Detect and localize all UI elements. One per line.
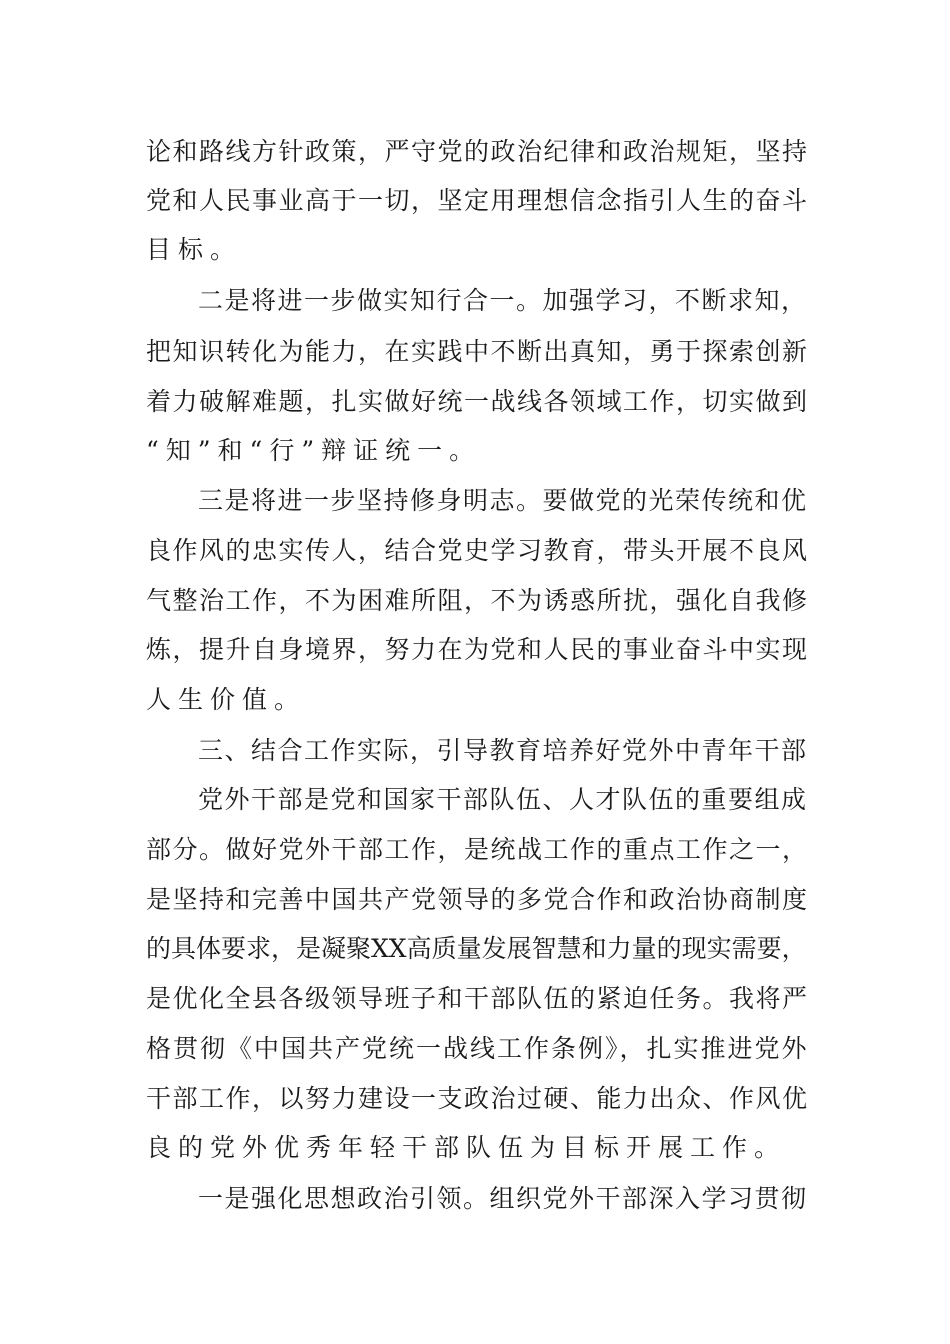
section-heading: 三、结合工作实际，引导教育培养好党外中青年干部 xyxy=(198,736,808,765)
text-line: 的具体要求，是凝聚XX高质量发展智慧和力量的现实需要， xyxy=(146,934,807,963)
text-line: 炼，提升自身境界，努力在为党和人民的事业奋斗中实现 xyxy=(146,635,809,664)
text-line: 是坚持和完善中国共产党领导的多党合作和政治协商制度 xyxy=(146,885,809,914)
text-line: 党外干部是党和国家干部队伍、人才队伍的重要组成 xyxy=(198,785,808,814)
text-line: 目标。 xyxy=(146,235,243,264)
text-line: 是优化全县各级领导班子和干部队伍的紧迫任务。我将严 xyxy=(146,984,809,1013)
text-line: 干部工作，以努力建设一支政治过硬、能力出众、作风优 xyxy=(146,1084,809,1113)
text-line: 一是强化思想政治引领。组织党外干部深入学习贯彻 xyxy=(198,1184,808,1213)
text-line: 气整治工作，不为困难所阻，不为诱惑所扰，强化自我修 xyxy=(146,586,809,615)
text-line: 着力破解难题，扎实做好统一战线各领域工作，切实做到 xyxy=(146,387,809,416)
text-line: “知”和“行”辩证统一。 xyxy=(146,436,482,465)
text-line: 论和路线方针政策，严守党的政治纪律和政治规矩，坚持 xyxy=(146,137,809,166)
text-line: 良的党外优秀年轻干部队伍为目标开展工作。 xyxy=(146,1133,787,1162)
text-line: 二是将进一步做实知行合一。加强学习，不断求知， xyxy=(198,286,808,315)
text-line: 把知识转化为能力，在实践中不断出真知，勇于探索创新 xyxy=(146,337,809,366)
text-line: 良作风的忠实传人，结合党史学习教育，带头开展不良风 xyxy=(146,536,809,565)
text-line: 党和人民事业高于一切，坚定用理想信念指引人生的奋斗 xyxy=(146,186,809,215)
text-line: 部分。做好党外干部工作，是统战工作的重点工作之一， xyxy=(146,835,809,864)
text-line: 人生价值。 xyxy=(146,685,307,714)
text-line: 格贯彻《中国共产党统一战线工作条例》，扎实推进党外 xyxy=(146,1034,809,1063)
text-line: 三是将进一步坚持修身明志。要做党的光荣传统和优 xyxy=(198,486,808,515)
